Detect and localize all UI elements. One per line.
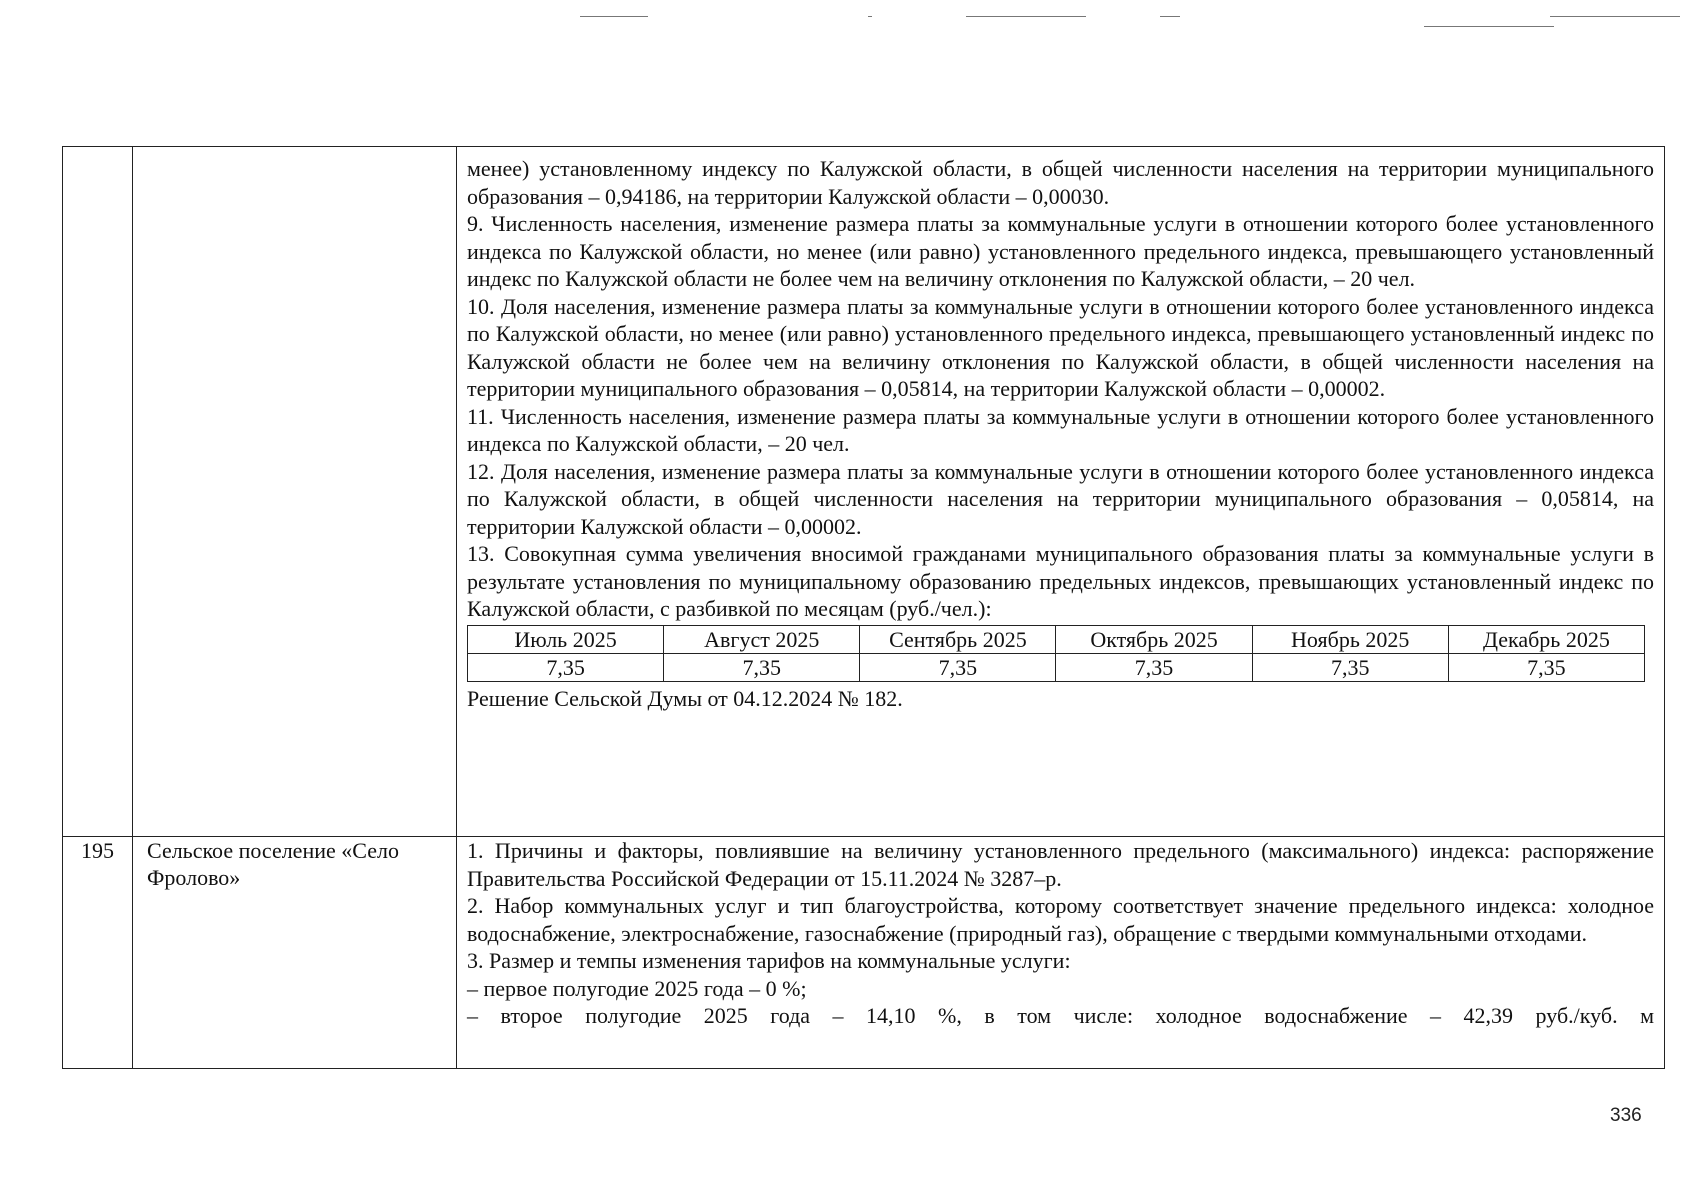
content-text-195: [467, 837, 1654, 1030]
scan-artifact-line: [1550, 16, 1680, 17]
paragraph: 12. Доля населения, изменение размера платы за коммунальные услуги в отношении которого более установленного индекса по Калужской области, в общей численности населения на территории муниципального образования – 0,05814, на территории Калужской области – 0,00002.: [467, 458, 1654, 539]
month-header: Сентябрь 2025: [860, 625, 1056, 653]
month-header: Июль 2025: [468, 625, 664, 653]
municipality-name: Сельское поселение «Село Фролово»: [147, 838, 399, 890]
scan-artifact-line: [868, 16, 872, 17]
month-value: 7,35: [468, 653, 664, 681]
table-row-continuation: [63, 147, 1665, 837]
paragraph: 10. Доля населения, изменение размера платы за коммунальные услуги в отношении которого более установленного индекса по Калужской области, но менее (или равно) установленного предельного индекса, превышающего установленный индекс по Калужской области не более чем на величину отклонения по Калужской области, в общей численности населения на территории муниципального образования – 0,05814, на территории Калужской области – 0,00002.: [467, 293, 1654, 401]
municipality-cell: [133, 837, 457, 1069]
number-cell-empty: [63, 147, 133, 837]
scan-artifact-line: [580, 16, 648, 17]
row-number: [63, 837, 133, 1069]
monthly-sum-table: [467, 625, 1645, 682]
monthly-header-row: [468, 625, 1645, 653]
table-row-195: [63, 837, 1665, 1069]
content-cell-195: [457, 837, 1665, 1069]
month-value: 7,35: [1056, 653, 1252, 681]
paragraph: 13. Совокупная сумма увеличения вносимой гражданами муниципального образования платы за коммунальные услуги в результате установления по муниципальному образованию предельных индексов, превышающих установленный индекс по Калужской области, с разбивкой по месяцам (руб./чел.):: [467, 541, 1654, 621]
month-header: Октябрь 2025: [1056, 625, 1252, 653]
content-cell: [457, 147, 1665, 837]
month-value: 7,35: [860, 653, 1056, 681]
month-header: Август 2025: [664, 625, 860, 653]
scan-artifact-line: [1160, 16, 1180, 17]
paragraph: – второе полугодие 2025 года – 14,10 %, в том числе: холодное водоснабжение – 42,39 руб./куб. м: [467, 1003, 1654, 1028]
monthly-value-row: [468, 653, 1645, 681]
row-number-text: 195: [81, 838, 114, 863]
content-text: [467, 155, 1654, 623]
paragraph: 3. Размер и темпы изменения тарифов на коммунальные услуги:: [467, 948, 1071, 973]
decision-line: Решение Сельской Думы от 04.12.2024 № 182.: [467, 685, 903, 711]
month-value: 7,35: [1252, 653, 1448, 681]
paragraph: 9. Численность населения, изменение размера платы за коммунальные услуги в отношении которого более установленного индекса по Калужской области, но менее (или равно) установленного предельного индекса, превышающего установленный индекс по Калужской области не более чем на величину отклонения по Калужской области, – 20 чел.: [467, 211, 1654, 291]
paragraph: 2. Набор коммунальных услуг и тип благоустройства, которому соответствует значение предельного индекса: холодное водоснабжение, электроснабжение, газоснабжение (природный газ), обращение с твердыми коммунальными отходами.: [467, 893, 1654, 946]
scan-artifact-line: [966, 16, 1086, 17]
municipality-cell-empty: [133, 147, 457, 837]
document-table: [62, 146, 1665, 1069]
paragraph: – первое полугодие 2025 года – 0 %;: [467, 975, 807, 1001]
scan-artifact-line: [1424, 26, 1554, 27]
month-value: 7,35: [664, 653, 860, 681]
month-header: Ноябрь 2025: [1252, 625, 1448, 653]
page-number: 336: [1610, 1105, 1642, 1126]
paragraph: 1. Причины и факторы, повлиявшие на величину установленного предельного (максимального) индекса: распоряжение Правительства Российской Федерации от 15.11.2024 № 3287–р.: [467, 838, 1654, 891]
month-value: 7,35: [1448, 653, 1644, 681]
month-header: Декабрь 2025: [1448, 625, 1644, 653]
paragraph: менее) установленному индексу по Калужской области, в общей численности населения на территории муниципального образования – 0,94186, на территории Калужской области – 0,00030.: [467, 156, 1654, 209]
paragraph: 11. Численность населения, изменение размера платы за коммунальные услуги в отношении которого более установленного индекса по Калужской области, – 20 чел.: [467, 403, 1654, 456]
